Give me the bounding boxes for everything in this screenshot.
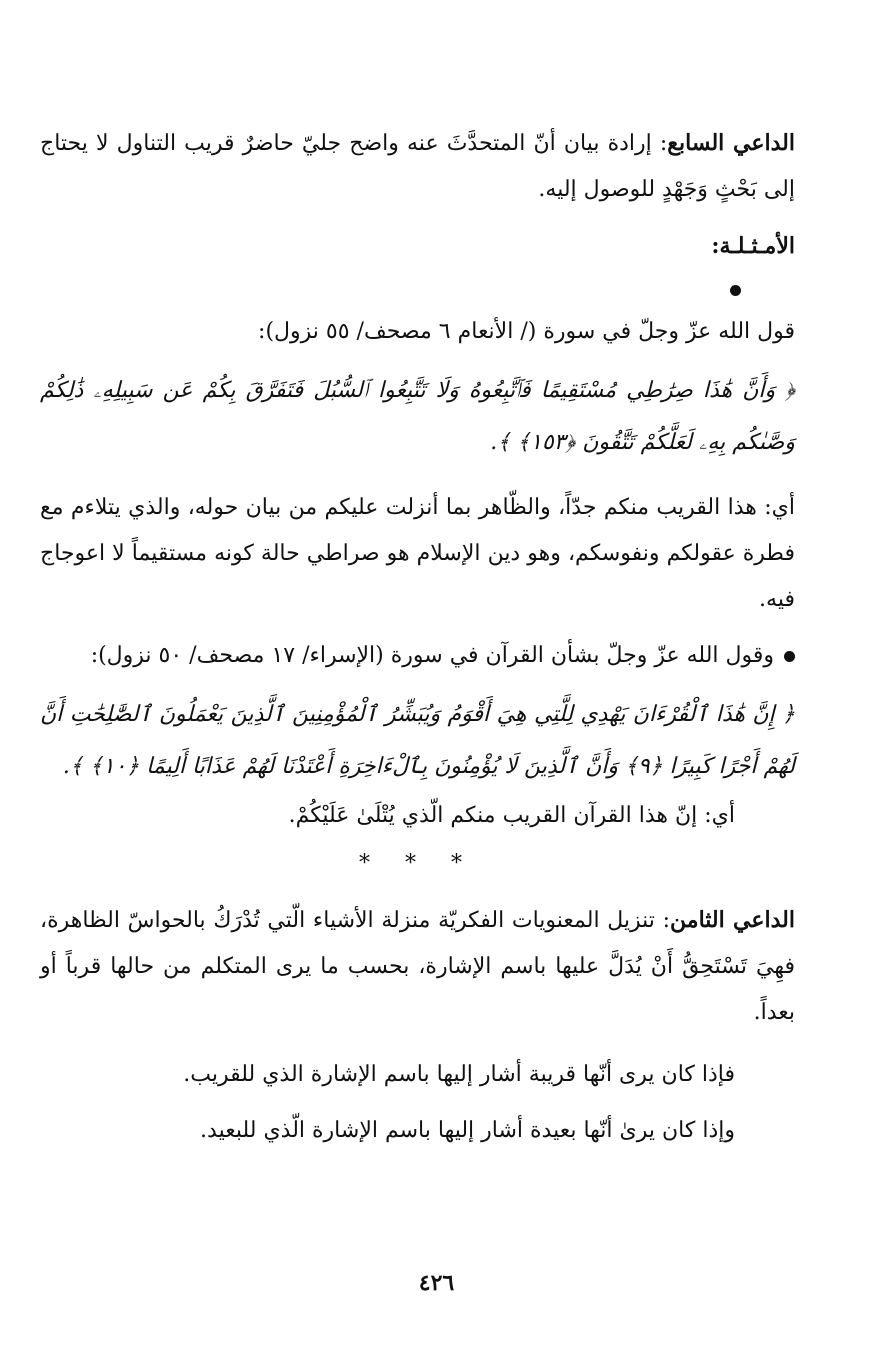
example1-explanation: أي: هذا القريب منكم جدّاً، والظّاهر بما أنزلت عليكم من بيان حوله، والذي يتلاءم مع فطرة عقولكم ونفوسكم، وهو دين الإسلام هو صراطي حالة كونه مستقيماً لا اعوجاج فيه. (40, 495, 795, 612)
seventh-motive-heading: الداعي السابع (667, 130, 796, 156)
section-separator: * * * (359, 851, 476, 876)
example1-verse: ﴿ وَأَنَّ هَٰذَا صِرَٰطِي مُسْتَقِيمًا فَٱتَّبِعُوهُ وَلَا تَتَّبِعُوا ٱلسُّبُلَ فَتَفَرَّقَ بِكُمْ عَن سَبِيلِهِۦ ذَٰلِكُمْ وَصَّىٰكُم بِهِۦ لَعَلَّكُمْ تَتَّقُونَ ﴿١٥٣﴾ ﴾. (40, 378, 795, 455)
eighth-motive-text: : تنزيل المعنويات الفكريّة منزلة الأشياء الّتي تُدْرَكُ بالحواسّ الظاهرة، فهِيَ تَسْتَحِقُّ أَنْ يُدَلَّ عليها باسم الإشارة، بحسب ما يرى المتكلم من حالها قرباً أو بعداً. (40, 908, 795, 1025)
examples-heading: الأمـثـلـة: (711, 233, 795, 259)
seventh-motive-text: : إرادة بيان أنّ المتحدَّثَ عنه واضح جليّ حاضرٌ قريب التناول لا يحتاج إلى بَحْثٍ وَجَهْدٍ للوصول إليه. (40, 131, 795, 202)
paragraph-seventh-motive (40, 120, 795, 213)
example2-verse: ﴿ إِنَّ هَٰذَا ٱلْقُرْءَانَ يَهْدِي لِلَّتِي هِيَ أَقْوَمُ وَيُبَشِّرُ ٱلْمُؤْمِنِينَ ٱلَّذِينَ يَعْمَلُونَ ٱلصَّٰلِحَٰتِ أَنَّ لَهُمْ أَجْرًا كَبِيرًا ﴿٩﴾ وَأَنَّ ٱلَّذِينَ لَا يُؤْمِنُونَ بِٱلْءَاخِرَةِ أَعْتَدْنَا لَهُمْ عَذَابًا أَلِيمًا ﴿١٠﴾ ﴾. (40, 702, 795, 779)
eighth-motive-heading: الداعي الثامن (670, 907, 795, 933)
bullet-dot-icon (784, 651, 795, 662)
example1-intro: قول الله عزّ وجلّ في سورة (/ الأنعام ٦ مصحف/ ٥٥ نزول): (258, 319, 795, 344)
bullet-dot-icon (730, 285, 741, 296)
page-body (40, 120, 795, 1154)
bullet-marker (40, 269, 795, 309)
far-pointer-line: وإذا كان يرىٰ أنّها بعيدة أشار إليها باسم الإشارة الّذي للبعيد. (200, 1118, 735, 1143)
example2-intro-paragraph (40, 633, 795, 679)
example2-intro: وقول الله عزّ وجلّ بشأن القرآن في سورة (الإسراء/ ١٧ مصحف/ ٥٠ نزول): (90, 643, 774, 668)
near-pointer-line: فإذا كان يرى أنّها قريبة أشار إليها باسم الإشارة الذي للقريب. (183, 1062, 735, 1087)
page-number: ٤٢٦ (418, 1270, 455, 1296)
paragraph-eighth-motive (40, 897, 795, 1036)
example2-explanation: أي: إنّ هذا القرآن القريب منكم الّذي يُتْلَىٰ عَلَيْكُمْ. (288, 803, 735, 828)
